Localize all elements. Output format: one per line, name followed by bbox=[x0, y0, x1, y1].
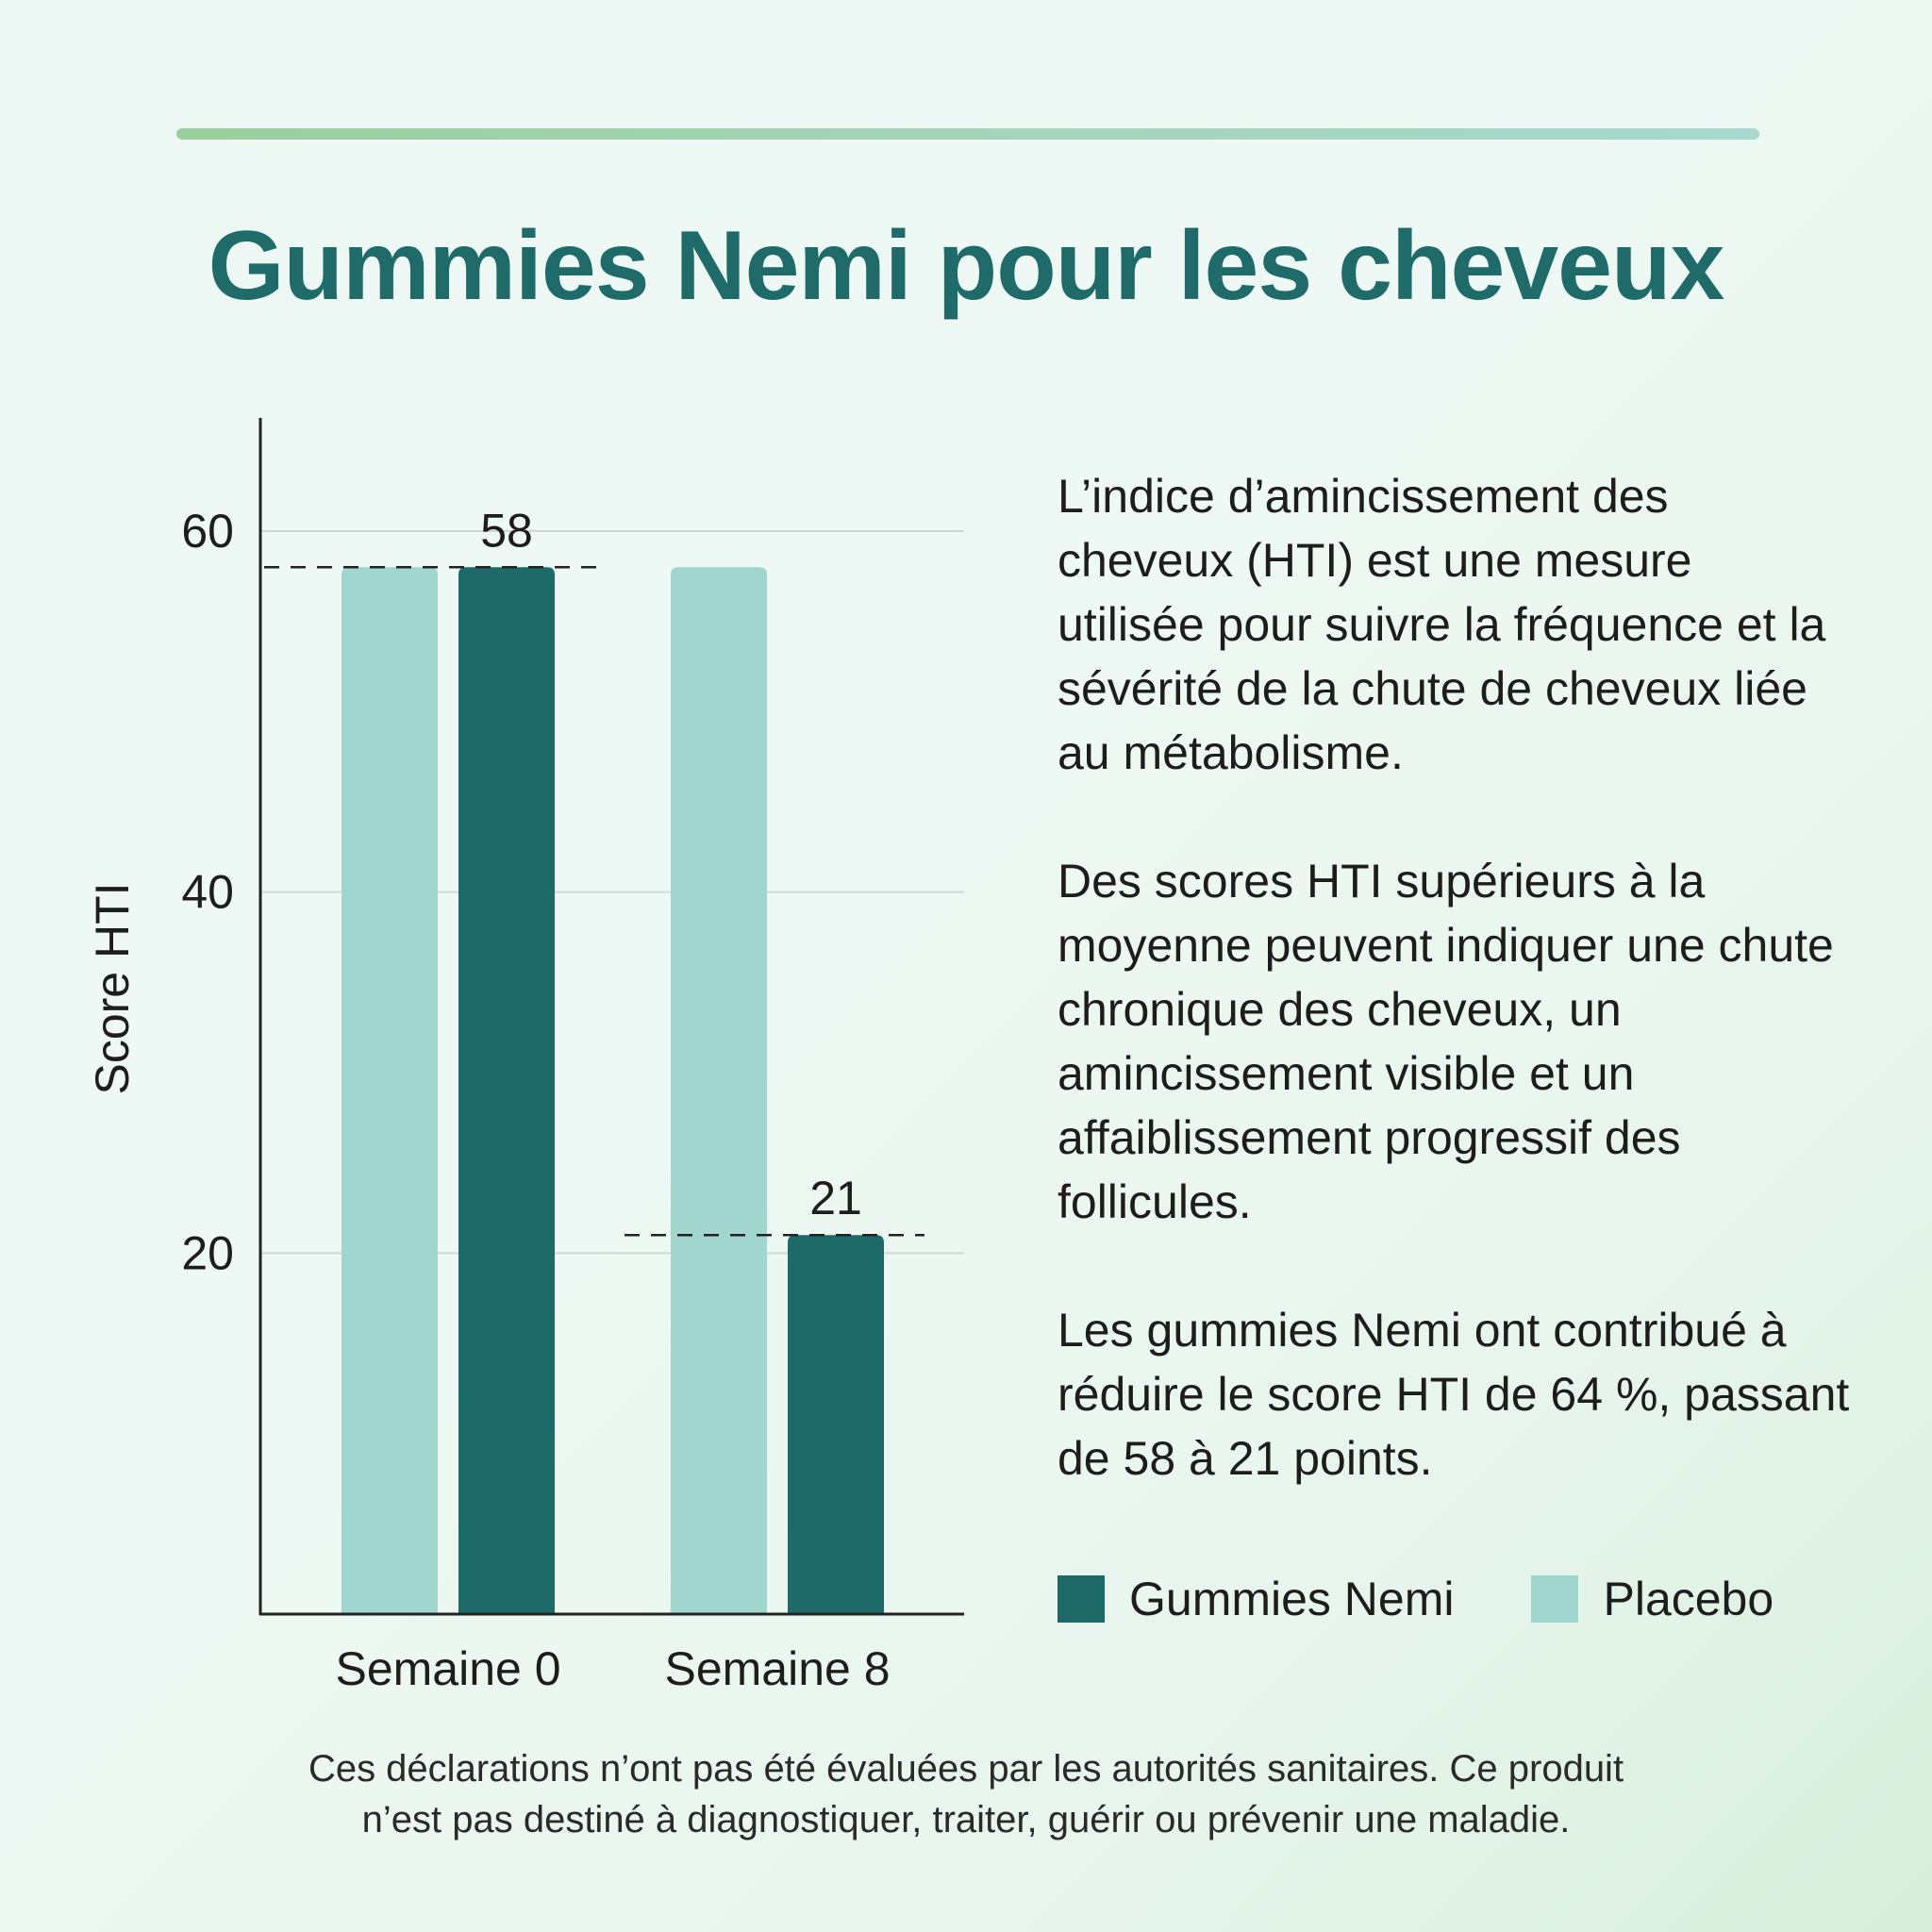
data-label: 21 bbox=[809, 1172, 862, 1225]
y-tick-label: 60 bbox=[181, 505, 234, 558]
x-tick-label: Semaine 8 bbox=[664, 1642, 891, 1695]
disclaimer bbox=[0, 1743, 1932, 1845]
description-paragraph-3: Les gummies Nemi ont contribué à réduire le score HTI de 64 %, passant de 58 à 21 points. bbox=[1058, 1304, 1850, 1485]
header-accent-rule bbox=[176, 128, 1759, 140]
description-paragraph-2: Des scores HTI supérieurs à la moyenne peuvent indiquer une chute chronique des cheveux, un amincissement visible et un affaiblissement progressif des follicules. bbox=[1058, 855, 1834, 1228]
page-title: Gummies Nemi pour les cheveux bbox=[208, 211, 1724, 321]
y-axis-title: Score HTI bbox=[86, 882, 139, 1095]
bar-placebo-semaine-8 bbox=[671, 567, 767, 1614]
disclaimer-line-1: Ces déclarations n’ont pas été évaluées par les autorités sanitaires. Ce produit bbox=[308, 1748, 1624, 1790]
description-paragraph-1: L’indice d’amincissement des cheveux (HTI) est une mesure utilisée pour suivre la fréquence et la sévérité de la chute de cheveux liée au métabolisme. bbox=[1058, 470, 1826, 779]
y-tick-label: 20 bbox=[181, 1226, 234, 1280]
bar-placebo-semaine-0 bbox=[341, 567, 438, 1614]
data-label: 58 bbox=[480, 504, 533, 558]
disclaimer-line-2: n’est pas destiné à diagnostiquer, traiter, guérir ou prévenir une maladie. bbox=[361, 1799, 1571, 1840]
bar-gummies-nemi-semaine-8 bbox=[788, 1235, 884, 1614]
chart-legend bbox=[1058, 1571, 1774, 1627]
x-tick-label: Semaine 0 bbox=[335, 1642, 561, 1695]
legend-item-gummies bbox=[1058, 1572, 1454, 1626]
description-text bbox=[1058, 464, 1850, 1555]
legend-swatch-placebo bbox=[1531, 1575, 1578, 1623]
y-tick-label: 40 bbox=[181, 865, 234, 919]
legend-swatch-gummies bbox=[1058, 1575, 1105, 1623]
legend-label-placebo: Placebo bbox=[1603, 1573, 1774, 1625]
bar-gummies-nemi-semaine-0 bbox=[458, 567, 555, 1614]
legend-label-gummies: Gummies Nemi bbox=[1129, 1573, 1455, 1625]
legend-item-placebo bbox=[1531, 1572, 1774, 1626]
